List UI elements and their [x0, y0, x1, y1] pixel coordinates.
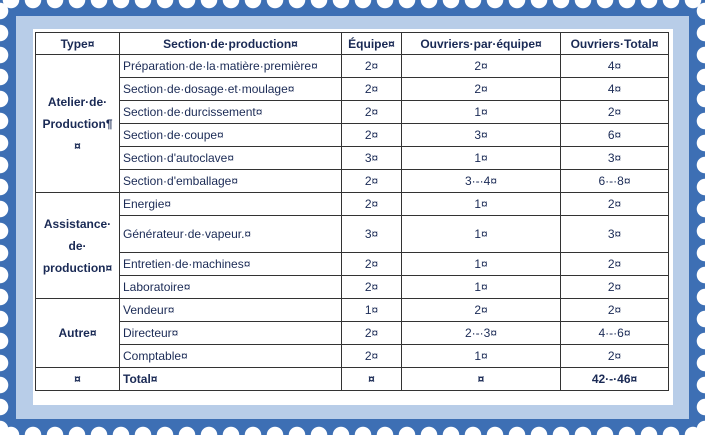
table-row: [36, 345, 669, 368]
workforce-table: [35, 32, 669, 391]
table-paper: [33, 29, 673, 405]
equipe-cell: 3¤: [342, 216, 402, 253]
total-label-cell: Total¤: [120, 368, 342, 391]
par-equipe-cell: 2·-·3¤: [402, 322, 561, 345]
equipe-cell: 2¤: [342, 253, 402, 276]
header-total: Ouvriers·Total¤: [561, 33, 669, 55]
table-row: [36, 216, 669, 253]
par-equipe-cell: 3·-·4¤: [402, 170, 561, 193]
header-section: Section·de·production¤: [120, 33, 342, 55]
section-cell: Générateur·de·vapeur.¤: [120, 216, 342, 253]
table-row: [36, 322, 669, 345]
table-row: [36, 253, 669, 276]
equipe-cell: 2¤: [342, 193, 402, 216]
table-row: [36, 276, 669, 299]
stamp-perforation-right: [696, 0, 705, 435]
total-cell: 2¤: [561, 193, 669, 216]
type-cell: Assistance· de· production¤: [36, 193, 120, 299]
type-cell: Atelier·de· Production¶ ¤: [36, 55, 120, 193]
equipe-cell: 3¤: [342, 147, 402, 170]
equipe-cell: 2¤: [342, 78, 402, 101]
header-equipe: Équipe¤: [342, 33, 402, 55]
section-cell: Section·d'autoclave¤: [120, 147, 342, 170]
header-type: Type¤: [36, 33, 120, 55]
equipe-cell: 2¤: [342, 124, 402, 147]
total-cell: 3¤: [561, 216, 669, 253]
total-cell: 2¤: [561, 253, 669, 276]
par-equipe-cell: 1¤: [402, 276, 561, 299]
total-type-cell: ¤: [36, 368, 120, 391]
par-equipe-cell: 1¤: [402, 193, 561, 216]
table-row: [36, 78, 669, 101]
par-equipe-cell: 1¤: [402, 216, 561, 253]
section-cell: Comptable¤: [120, 345, 342, 368]
section-cell: Section·de·dosage·et·moulage¤: [120, 78, 342, 101]
total-cell: 3¤: [561, 147, 669, 170]
par-equipe-cell: 2¤: [402, 55, 561, 78]
equipe-cell: 2¤: [342, 55, 402, 78]
grand-total-cell: 42·-·46¤: [561, 368, 669, 391]
table-row: [36, 193, 669, 216]
table-row: [36, 124, 669, 147]
equipe-cell: 2¤: [342, 101, 402, 124]
stamp-perforation-bottom: [0, 426, 705, 444]
section-cell: Préparation·de·la·matière·première¤: [120, 55, 342, 78]
section-cell: Section·de·durcissement¤: [120, 101, 342, 124]
par-equipe-cell: 2¤: [402, 299, 561, 322]
total-par-equipe-cell: ¤: [402, 368, 561, 391]
section-cell: Laboratoire¤: [120, 276, 342, 299]
total-row: [36, 368, 669, 391]
total-cell: 2¤: [561, 276, 669, 299]
equipe-cell: 2¤: [342, 345, 402, 368]
total-cell: 4¤: [561, 55, 669, 78]
section-cell: Entretien·de·machines¤: [120, 253, 342, 276]
table-row: [36, 55, 669, 78]
section-cell: Section·de·coupe¤: [120, 124, 342, 147]
par-equipe-cell: 3¤: [402, 124, 561, 147]
par-equipe-cell: 2¤: [402, 78, 561, 101]
section-cell: Section·d'emballage¤: [120, 170, 342, 193]
total-cell: 4¤: [561, 78, 669, 101]
total-cell: 6¤: [561, 124, 669, 147]
total-cell: 2¤: [561, 299, 669, 322]
table-row: [36, 147, 669, 170]
total-equipe-cell: ¤: [342, 368, 402, 391]
equipe-cell: 2¤: [342, 170, 402, 193]
section-cell: Vendeur¤: [120, 299, 342, 322]
header-par-equipe: Ouvriers·par·équipe¤: [402, 33, 561, 55]
stamp-perforation-left: [0, 0, 9, 435]
equipe-cell: 2¤: [342, 322, 402, 345]
table-row: [36, 299, 669, 322]
par-equipe-cell: 1¤: [402, 253, 561, 276]
section-cell: Energie¤: [120, 193, 342, 216]
equipe-cell: 1¤: [342, 299, 402, 322]
par-equipe-cell: 1¤: [402, 101, 561, 124]
total-cell: 4·-·6¤: [561, 322, 669, 345]
equipe-cell: 2¤: [342, 276, 402, 299]
type-cell: Autre¤: [36, 299, 120, 368]
par-equipe-cell: 1¤: [402, 345, 561, 368]
stamp-perforation-top: [0, 0, 705, 9]
header-row: [36, 33, 669, 55]
par-equipe-cell: 1¤: [402, 147, 561, 170]
total-cell: 2¤: [561, 101, 669, 124]
section-cell: Directeur¤: [120, 322, 342, 345]
total-cell: 2¤: [561, 345, 669, 368]
table-row: [36, 170, 669, 193]
total-cell: 6·-·8¤: [561, 170, 669, 193]
table-row: [36, 101, 669, 124]
